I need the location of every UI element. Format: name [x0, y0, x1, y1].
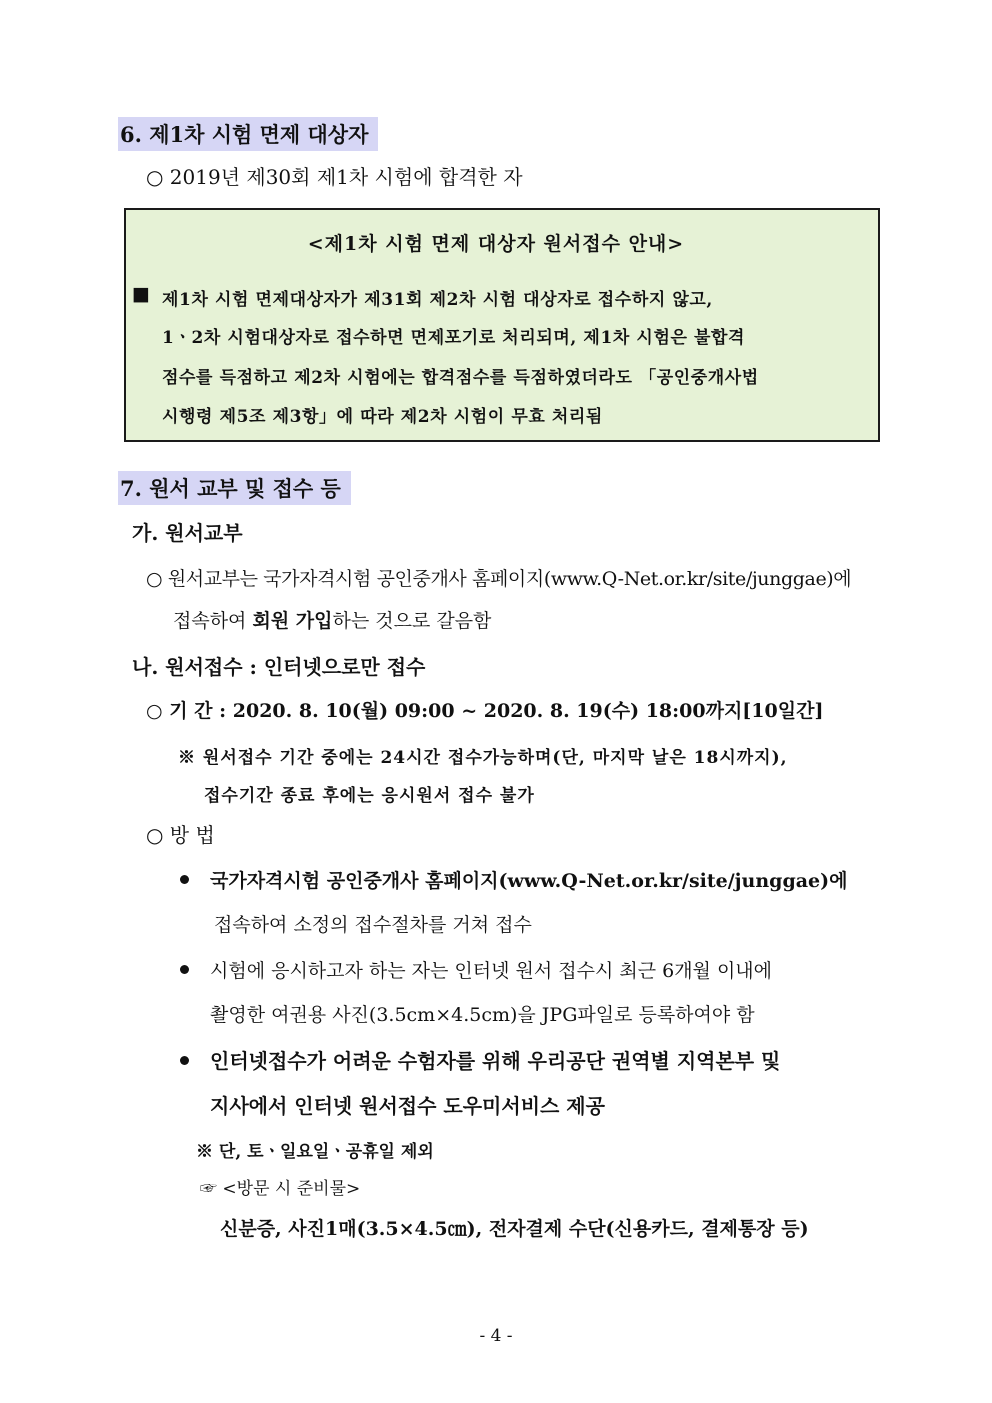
- section-7-heading: 7. 원서 교부 및 접수 등: [118, 471, 351, 505]
- method-2-line1: 시험에 응시하고자 하는 자는 인터넷 원서 접수시 최근 6개월 이내에: [210, 960, 773, 982]
- a-item-line2-pre: 접속하여: [173, 610, 253, 632]
- a-item-line2-bold: 회원 가입: [252, 610, 333, 632]
- bullet-dot-icon: [180, 875, 189, 884]
- prep-title: ☞ <방문 시 준비물>: [200, 1179, 361, 1199]
- subsection-b-title: 나. 원서접수 : 인터넷으로만 접수: [132, 655, 426, 679]
- bullet-dot-icon: [180, 1056, 189, 1065]
- method-1-line2: 접속하여 소정의 접수절차를 거쳐 접수: [214, 914, 532, 936]
- prep-items: 신분증, 사진1매(3.5×4.5㎝), 전자결제 수단(신용카드, 결제통장 등): [220, 1218, 809, 1240]
- period-note-line2: 접수기간 종료 후에는 응시원서 접수 불가: [204, 786, 535, 806]
- period-line: ○ 기 간 : 2020. 8. 10(월) 09:00 ~ 2020. 8. 19(수) 18:00까지[10일간]: [146, 700, 824, 722]
- subsection-a-item-line1: ○ 원서교부는 국가자격시험 공인중개사 홈페이지(www.Q-Net.or.kr/site/junggae)에: [146, 568, 852, 590]
- method-3-note: ※ 단, 토ㆍ일요일ㆍ공휴일 제외: [196, 1142, 434, 1162]
- a-item-line2-post: 하는 것으로 갈음함: [332, 610, 492, 632]
- method-3-line2: 지사에서 인터넷 원서접수 도우미서비스 제공: [210, 1094, 605, 1118]
- method-3-line1: 인터넷접수가 어려운 수험자를 위해 우리공단 권역별 지역본부 및: [210, 1049, 781, 1073]
- period-note-line1: ※ 원서접수 기간 중에는 24시간 접수가능하며(단, 마지막 날은 18시까지),: [178, 748, 788, 768]
- subsection-a-item-line2: [173, 606, 491, 633]
- method-title: ○ 방 법: [146, 823, 215, 847]
- notice-line-3: 점수를 득점하고 제2차 시험에는 합격점수를 득점하였더라도 「공인중개사법: [162, 368, 759, 388]
- section-6-heading: 6. 제1차 시험 면제 대상자: [118, 117, 378, 151]
- notice-line-2: 1ㆍ2차 시험대상자로 접수하면 면제포기로 처리되며, 제1차 시험은 불합격: [162, 328, 746, 348]
- section-6-item: ○ 2019년 제30회 제1차 시험에 합격한 자: [146, 165, 523, 189]
- notice-bullet-icon: ■: [132, 283, 150, 305]
- subsection-a-title: 가. 원서교부: [132, 521, 243, 545]
- bullet-dot-icon: [180, 965, 189, 974]
- notice-line-4: 시행령 제5조 제3항」에 따라 제2차 시험이 무효 처리됨: [162, 407, 603, 427]
- method-2-line2: 촬영한 여권용 사진(3.5cm×4.5cm)을 JPG파일로 등록하여야 함: [210, 1004, 755, 1026]
- notice-line-1: 제1차 시험 면제대상자가 제31회 제2차 시험 대상자로 접수하지 않고,: [162, 290, 713, 310]
- notice-title: <제1차 시험 면제 대상자 원서접수 안내>: [307, 233, 685, 255]
- page-number: - 4 -: [479, 1326, 513, 1346]
- method-1-line1: 국가자격시험 공인중개사 홈페이지(www.Q-Net.or.kr/site/junggae)에: [210, 870, 848, 892]
